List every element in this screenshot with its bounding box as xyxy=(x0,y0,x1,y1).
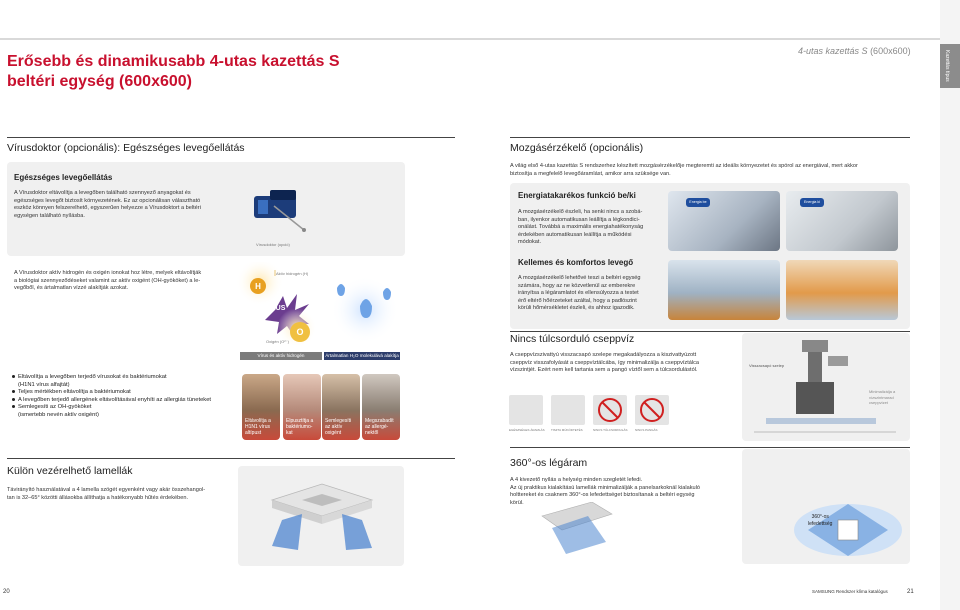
hydrogen-label: Aktív hidrogén (H) xyxy=(276,271,309,276)
photo-caption-3: Semlegesíti az aktív oxigént xyxy=(325,418,352,436)
side-strip xyxy=(940,0,960,610)
coverage-label: 360°-os lefedettség xyxy=(808,514,833,527)
bullet-item: Teljes mértékben eltávolítja a baktériumokat xyxy=(12,389,211,397)
icon-label-3: NINCS TÚLCSORDULÁS xyxy=(593,428,628,432)
icon-no-stagnation xyxy=(635,395,669,425)
device-caption: Vírusdoktor (opció) xyxy=(256,242,290,247)
page-title: Erősebb és dinamikusabb 4-utas kazettás S beltéri egység (600x600) xyxy=(7,53,340,90)
virus-para2: A Vírusdoktor aktív hidrogén és oxigén ionokat hoz létre, melyek eltávolítják a biológiai szennyeződéseket valamint az aktív oxigént (OH-gyököket) a le- vegőből, és ártalmatlan vízzé alakítják azokat. xyxy=(14,270,202,292)
oxygen-molecule-icon: O xyxy=(290,322,310,342)
oxygen-label: Oxigén (O²⁻) xyxy=(266,339,290,344)
photo-office-energy-on xyxy=(668,191,780,251)
swing-para: A 4 kivezető nyílás a helység minden szegletét lefedi. Az új praktikus kialakítású lamellák minimalizálják a panelsarkoknál kialakuló holttereket és csaknem 360°-os lefedettséget biztosítanak a beltéri egység körül. xyxy=(510,477,700,506)
virus-heading: Vírusdoktor (opcionális): Egészséges levegőellátás xyxy=(7,142,245,154)
icon-clean-operation xyxy=(551,395,585,425)
side-tab[interactable]: Kazettás típus xyxy=(940,44,960,88)
molecule-diagram xyxy=(235,262,410,350)
section-divider xyxy=(510,447,910,448)
bar-harmless-water: Ártalmatlan H₂O molekulává alakítja xyxy=(325,353,399,358)
pump-diagram xyxy=(746,336,906,438)
minimize-label: Minimalizálja a vízszintmarad cseppvizet xyxy=(869,389,896,405)
energy-heading: Energiatakarékos funkció be/ki xyxy=(518,191,636,200)
energy-off-badge: Energia ki xyxy=(800,198,824,207)
virus-doctor-device-image xyxy=(244,176,324,248)
section-divider xyxy=(7,137,455,138)
virus-subheading: Egészséges levegőellátás xyxy=(14,173,113,182)
section-divider xyxy=(510,137,910,138)
energy-para: A mozgásérzékelő észleli, ha senki nincs a szobá- ban, ilyenkor automatikusan leállítja a légkondici- onálást. Továbbá a maximális energiahatékonyság érdekében automatikusan leállítja a működési módokat. xyxy=(518,209,644,246)
virus-bullet-list xyxy=(12,374,211,420)
drain-para: A cseppvízszivattyú visszacsapó szelepe megakadályozza a kiszivattyúzott cseppvíz visszafolyását a cseppvíztálcába, így minimalizálja a cseppvíztálca vízszintjét. Ezért nem kell tartania sem a pangó víztől sem a túlcsordulástól. xyxy=(510,352,700,374)
bullet-item-cont: (H1N1 vírus alfajtát) xyxy=(18,381,70,388)
bullet-item-cont: (ismertebb nevén aktív oxigént) xyxy=(18,411,99,418)
icon-label-1: EGÉSZSÉGES ÁRAMLÁS xyxy=(509,428,545,432)
page-number-left: 20 xyxy=(3,589,10,595)
comfort-heading: Kellemes és komfortos levegő xyxy=(518,258,634,267)
photo-caption-4: Megszabadít az allergé- nektől xyxy=(365,418,394,436)
icon-label-2: TISZTA MŰKÖDTETÉS xyxy=(551,428,583,432)
photo-comfort-heat-1 xyxy=(668,260,780,320)
header-line xyxy=(0,38,940,40)
section-divider xyxy=(7,458,455,459)
section-divider xyxy=(510,331,910,332)
photo-caption-1: Eltávolítja a H1N1 vírus altípust xyxy=(245,418,271,436)
bullet-item: Semlegesíti az OH-gyököket xyxy=(12,404,211,412)
energy-on-badge: Energia be xyxy=(686,198,710,207)
motion-heading: Mozgásérzékelő (opcionális) xyxy=(510,142,644,154)
drain-heading: Nincs túlcsorduló cseppvíz xyxy=(510,333,635,345)
virus-label: VIRUS xyxy=(264,305,286,312)
comfort-para: A mozgásérzékelő lehetővé teszi a beltéri egység számára, hogy az ne közvetlenül az emberekre irányítsa a légáramlatot és ellensúlyozza a testet érő eltérő hőérzeteket azáltal, hogy a padlószint körüli hőmérsékletet észleli, és ahhoz igazodik. xyxy=(518,275,641,312)
swing-illustration xyxy=(522,502,902,572)
louvers-para: Távirányító használatával a 4 lamella szögét egyenként vagy akár összehangol- tan is 32–65° közötti állásokba állíthatja a hatékonyabb hűtés érdekében. xyxy=(7,487,206,501)
icon-no-overflow xyxy=(593,395,627,425)
photo-caption-2: Elpusztítja a baktériumo- kat xyxy=(286,418,314,436)
right-page-title: 4-utas kazettás S (600x600) xyxy=(798,46,911,56)
swing-heading: 360°-os légáram xyxy=(510,457,588,469)
motion-para: A világ első 4-utas kazettás S rendszerhez készített mozgásérzékelője megteremti az ideális környezetet és spórol az energiával, mert akkor biztosítja a megfelelő levegőáramlást, amikor arra szüksége van. xyxy=(510,163,858,177)
bar-virus-hydrogen: Vírus és aktív hidrogén xyxy=(240,352,322,360)
page-number-right: 21 xyxy=(907,589,914,595)
hydrogen-molecule-icon: H xyxy=(250,278,266,294)
photo-comfort-heat-2 xyxy=(786,260,898,320)
icon-label-4: NINCS PANGÁS xyxy=(635,428,658,432)
bullet-item: Eltávolítja a levegőben terjedő vírusokat és baktériumokat xyxy=(12,374,211,382)
virus-para1: A Vírusdoktor eltávolítja a levegőben található szennyező anyagokat és egészséges levegőt biztosít környezetének. Ez az opcionálisan választható eszköz könnyen felszerelhető, egyszerűen helyezze a Vírusdoktort a beltéri egységen található nyílásba. xyxy=(14,190,201,219)
bullet-item: A levegőben terjedő allergének eltávolításával enyhíti az allergiás tüneteket xyxy=(12,397,211,405)
footer-brand: SAMSUNG Rendszer klíma katalógus xyxy=(812,589,888,594)
louvers-illustration xyxy=(242,470,402,562)
icon-healthy-flow xyxy=(509,395,543,425)
louvers-heading: Külön vezérelhető lamellák xyxy=(7,465,133,477)
valve-label: Visszacsapó szelep xyxy=(749,363,785,368)
